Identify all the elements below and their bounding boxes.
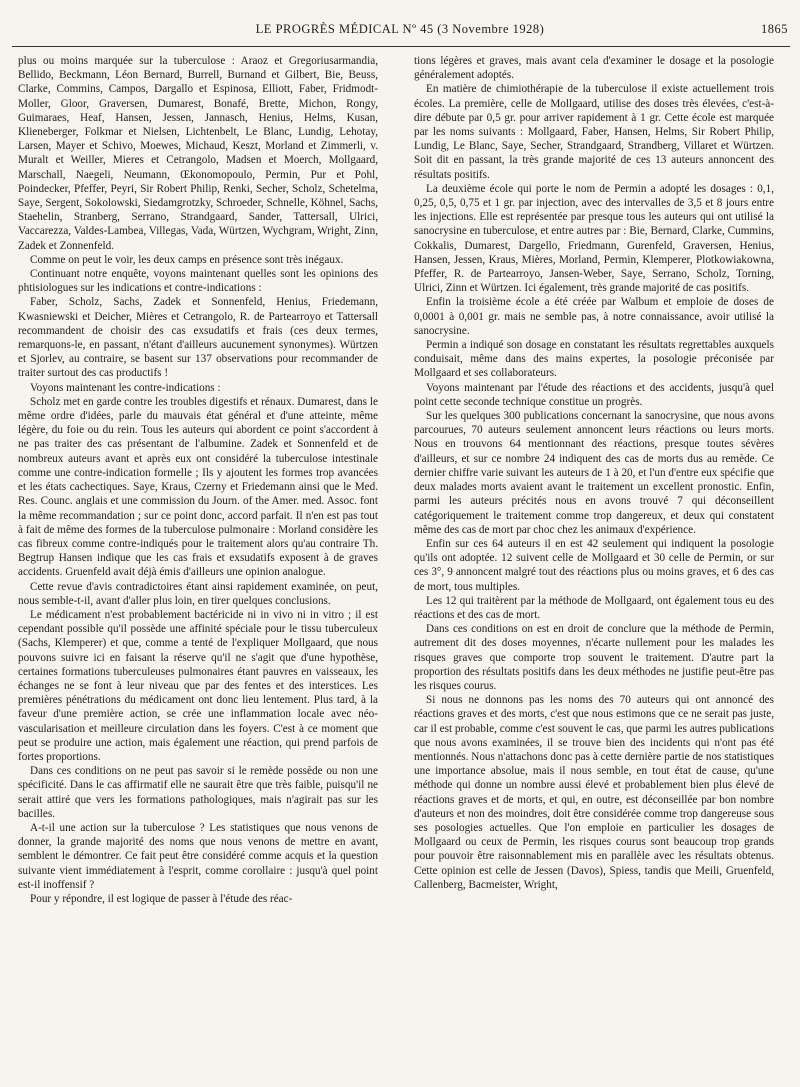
paragraph: Faber, Scholz, Sachs, Zadek et Sonnenfeld, Henius, Friedemann, Kwasniewski et Deicher, Mières et Cetrangolo, R. de Partearroyo et Tattersall recommandent de choisir des cas exsudatifs et frais (ces deux termes, remarquons-le, en passant, n'étant d'ailleurs aucunement synonymes). Würtzen et Sjorlev, au contraire, se basent sur 137 observations pour recommander de traiter surtout des cas productifs ! [18,296,378,380]
left-column [18,54,378,1082]
paragraph: Enfin sur ces 64 auteurs il en est 42 seulement qui indiquent la posologie qu'ils ont adoptée. 12 suivent celle de Mollgaard et 30 celle de Permin, or sur ces 3°, 9 annoncent malgré tout des réactions plus ou moins graves, et 6 des cas de mort, tous multiples. [414,537,774,593]
paragraph: Dans ces conditions on ne peut pas savoir si le remède possède ou non une spécificité. Dans le cas affirmatif elle ne saurait être que très faible, puisqu'il ne serait attiré que vers les formations pathologiques, mais n'agirait pas sur les bacilles. [18,765,378,820]
paragraph: La deuxième école qui porte le nom de Permin a adopté les dosages : 0,1, 0,25, 0,5, 0,75 et 1 gr. par injection, avec des intervalles de 3,5 et 8 jours entre les injections. Elle est représentée par presque tous les auteurs qui ont utilisé la sanocrysine en tuberculose, et entre autres par : Bie, Bernard, Clarke, Cummins, Cokkalis, Dumarest, Dargello, Friedmann, Gurenfeld, Graversen, Henius, Hansen, Jessen, Kraus, Mières, Morland, Permin, Klemperer, Plotkowiakowna, Pfeffer, R. de Partearroyo, Jansen-Weber, Saye, Serrano, Scholz, Torning, Ulrici, Zinn et Würtzen. Ici également, très grande majorité de cas positifs. [414,182,774,295]
right-column [414,54,774,1082]
running-title: LE PROGRÈS MÉDICAL Nº 45 (3 Novembre 1928) [255,22,545,36]
page-header [10,8,790,42]
paragraph: Cette revue d'avis contradictoires étant ainsi rapidement examinée, on peut, nous semble-t-il, avant d'aller plus loin, en tirer quelques conclusions. [18,580,378,607]
paragraph: plus ou moins marquée sur la tuberculose : Araoz et Gregoriusarmandia, Bellido, Beckmann, Léon Bernard, Burrell, Burnand et Gilbert, Bie, Beuss, Clarke, Commins, Campos, Dargallo et Espinosa, Elliott, Faber, Fridmodt-Moller, Gloor, Graversen, Dumarest, Bonafé, Brette, Michon, Rongy, Guimaraes, Heaf, Hansen, Jessen, Jannasch, Henius, Helms, Kusan, Klieneberger, Folkmar et Nielsen, Lichtenbelt, Le Blanc, Lundig, Lehotay, Larsen, Mayer et Schivo, Moewes, Michaud, Keszt, Morland et Zimmerli, v. Muralt et Weiller, Mieres et Cetrangolo, Madsen et Moerch, Mollgaard, Marschall, Naegeli, Neumann, Œkonomopoulo, Permin, Pur et Pohl, Poindecker, Pfeffer, Peyri, Sir Robert Philip, Renki, Secher, Scholz, Schetelma, Saye, Sergent, Sokolowski, Siedamgrotzky, Schroeder, Schnelle, Köhnel, Sachs, Staehelin, Stranberg, Serrano, Strandgaard, Sander, Tattersall, Ulrici, Vaccarezza, Valdes-Lambea, Villegas, Vada, Würtzen, Wychgram, Wright, Zinn, Zadek et Zonnenfeld. [18,55,378,252]
paragraph: En matière de chimiothérapie de la tuberculose il existe actuellement trois écoles. La première, celle de Mollgaard, utilise des doses très élevées, c'est-à-dire débute par 0,5 gr. pour arriver rapidement à 1 gr. Cette école est marquée par les noms suivants : Mollgaard, Faber, Hansen, Helms, Sir Robert Philip, Lundig, Le Blanc, Saye, Secher, Strandgaard, Strandberg, Villaret et Würtzen. Soit dit en passant, la très grande majorité de ces 13 auteurs annoncent des résultats positifs. [414,83,774,181]
paragraph: Scholz met en garde contre les troubles digestifs et rénaux. Dumarest, dans le même ordre d'idées, parle du mauvais état général et d'une atteinte, même légère, du foie ou du rein. Tous les auteurs qui abordent ce point s'accordent à ne pas traiter des cas présentant de l'albumine. Zadek et Sonnenfeld et de nombreux auteurs avant et après eux ont considéré la tuberculose intestinale comme une contre-indication formelle ; Ils y ajoutent les formes trop avancées et les états cachectiques. Saye, Kraus, Czerny et Friedemann ainsi que le Med. Res. Counc. anglais et une commission du Journ. of the Amer. med. Assoc. font la même recommandation ; sur ce point donc, accord parfait. Il n'en est pas tout à fait de même des formes de la tuberculose pulmonaire : Morland considère les cas fibreux comme contre-indiqués pour le traitement alors qu'au contraire Th. Begtrup Hansen indique que les cas frais et exsudatifs exposent à de graves accidents. Gruenfeld avait déjà émis d'ailleurs une opinion analogue. [18,395,378,579]
paragraph: tions légères et graves, mais avant cela d'examiner le dosage et la posologie généralement adoptés. [414,55,774,82]
page-number: 1865 [761,22,788,36]
paragraph: Voyons maintenant par l'étude des réactions et des accidents, jusqu'à quel point cette seconde technique constitue un progrès. [414,381,774,408]
paragraph: Continuant notre enquête, voyons maintenant quelles sont les opinions des phtisiologues sur les indications et contre-indications : [18,268,378,295]
paragraph: Dans ces conditions on est en droit de conclure que la méthode de Permin, autrement dit des doses moyennes, n'écarte nullement pour les malades les risques graves que comporte trop souvent le traitement. D'autre part la proportion des résultats positifs dans les deux méthodes ne justifie peut-être pas les risques courus. [414,623,774,692]
paragraph: Le médicament n'est probablement bactéricide ni in vivo ni in vitro ; il est cependant possible qu'il possède une affinité spéciale pour le tissu tuberculeux (Sachs, Klemperer) et que, comme a tenté de l'expliquer Mollgaard, que nous pouvons suivre ici en faisant la réserve qu'il ne s'agit que d'une hypothèse, certaines formations tuberculeuses pulmonaires étant pauvres en vaisseaux, les échanges ne se font à leur niveau que par des fentes et des interstices. Les premières pénétrations du médicament ont donc lieu lentement. Plus tard, à la faveur d'une première action, se crée une inflammation locale avec néo-vascularisation et meilleure circulation dans les foyers. C'est à ce moment que peut se produire une action, mais également une réaction, qui prend parfois de fortes proportions. [18,608,378,763]
paragraph: A-t-il une action sur la tuberculose ? Les statistiques que nous venons de donner, la grande majorité des noms que nous venons de mettre en avant, semblent le démontrer. Ce fait peut être considéré comme acquis et la question suivante vient immédiatement à l'esprit, comme corollaire : jusqu'à quel point est-il inoffensif ? [18,821,378,891]
paragraph: Comme on peut le voir, les deux camps en présence sont très inégaux. [30,253,344,266]
paragraph: Pour y répondre, il est logique de passer à l'étude des réac- [30,892,293,905]
paragraph: Si nous ne donnons pas les noms des 70 auteurs qui ont annoncé des réactions graves et des morts, c'est que nous estimons que ce ne serait pas juste, car il est probable, comme c'est souvent le cas, que parmi les autres publications que nous avons examinées, il se trouve bien des incidents qui n'ont pas été mentionnés. Nous n'attachons donc pas à cette dernière partie de nos statistiques une importance absolue, mais il nous semble, en tout état de cause, qu'une méthode qui donne un nombre aussi élevé et probablement bien plus élevé de réactions graves et de morts, et qui, en outre, est déconseillée par bon nombre d'auteurs et non des moindres, doit être considérée comme trop dangereuse sous ses posologies actuelles. Que l'on emploie en particulier les dosages de Mollgaard ou ceux de Permin, les risques courus sont beaucoup trop grands pour pouvoir être raisonnablement mis en parallèle avec les résultats obtenus. Cette opinion est celle de Jessen (Davos), Spiess, tandis que Meili, Gruenfeld, Callenberg, Bacmeister, Wright, [414,694,774,891]
paragraph: Voyons maintenant les contre-indications : [30,381,221,394]
paragraph: Enfin la troisième école a été créée par Walbum et emploie de doses de 0,0001 à 0,001 gr. mais ne semble pas, à notre connaissance, avoir utilisé la sanocrysine. [414,296,774,337]
paragraph: Sur les quelques 300 publications concernant la sanocrysine, que nous avons parcourues, 70 auteurs seulement annoncent leurs réactions ou leurs morts. Nous en trouvons 64 mentionnant des réactions, presque toutes sévères d'ailleurs, et sur ce nombre 24 indiquent des cas de morts dus au remède. Ce dernier chiffre varie suivant les auteurs de 1 à 20, et l'un d'entre eux spécifie que deux malades morts avaient avant le traitement un excellent pronostic. Enfin, parmi les auteurs précités nous en avons trouvé 7 qui déconseillent catégoriquement le traitement comme trop dangereux, et deux qui constatent même des cas de mort par choc chez les animaux d'expérience. [414,410,774,536]
paragraph: Les 12 qui traitèrent par la méthode de Mollgaard, ont également tous eu des réactions et des cas de mort. [414,594,774,621]
paragraph: Permin a indiqué son dosage en constatant les résultats regrettables auxquels conduisait, même dans des mains expertes, la posologie préconisée par Mollgaard et ses collaborateurs. [414,339,774,380]
header-rule [12,46,790,47]
